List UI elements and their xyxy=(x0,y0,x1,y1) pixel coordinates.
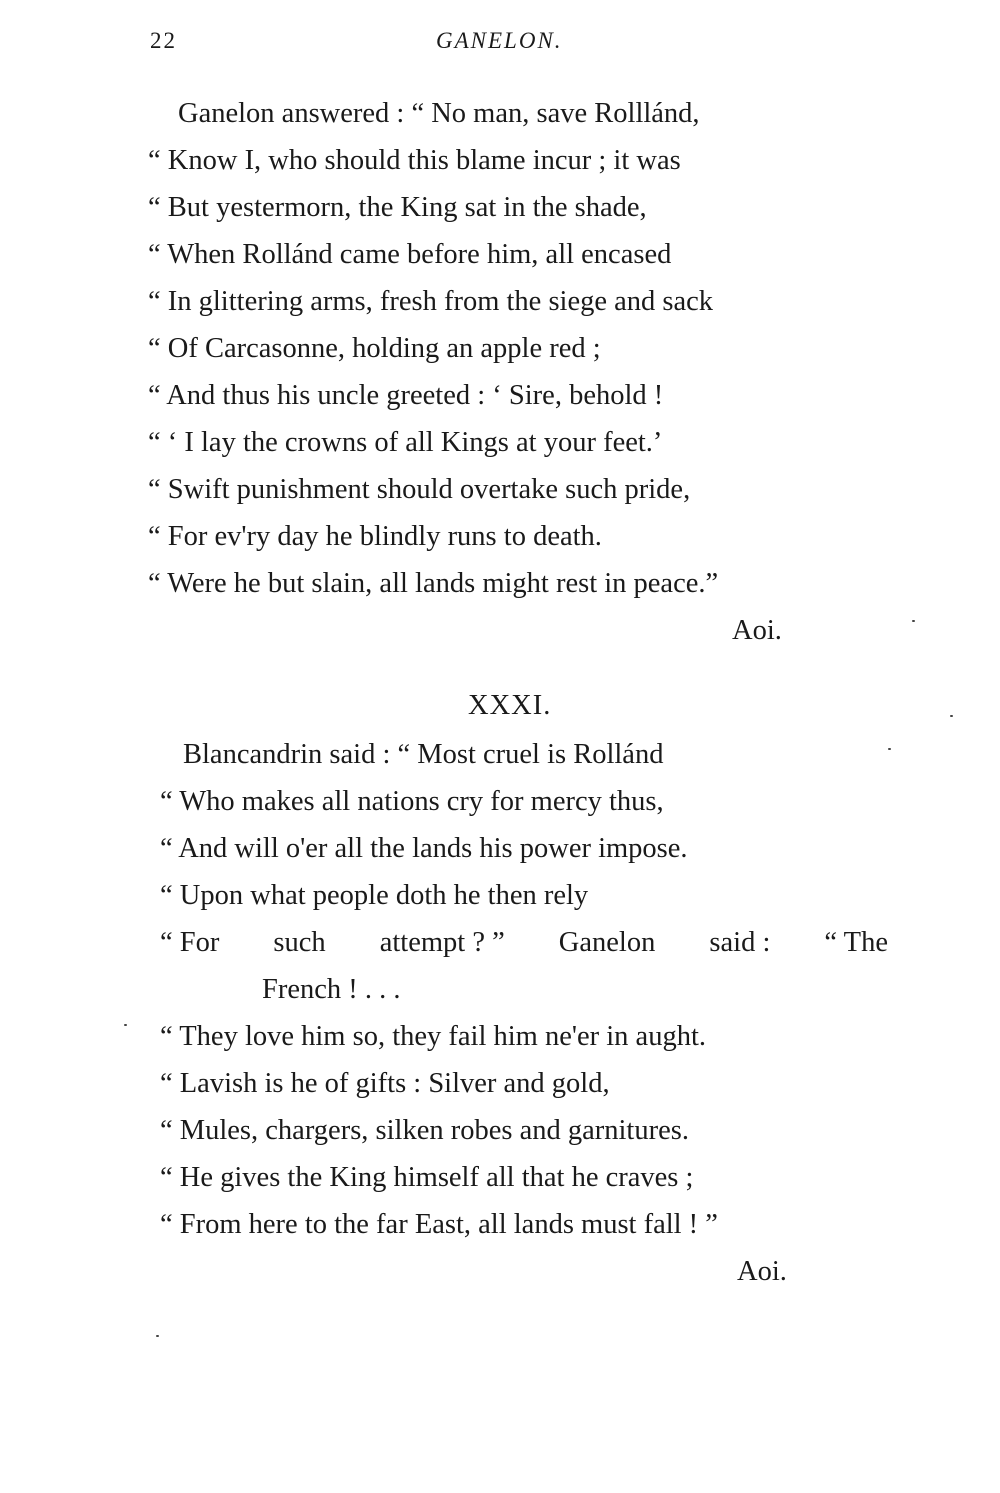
scan-speck xyxy=(156,1335,159,1337)
verse-line: “ But yestermorn, the King sat in the shade, xyxy=(148,192,647,223)
page-number: 22 xyxy=(150,28,177,53)
verse-line: “ And will o'er all the lands his power impose. xyxy=(160,833,688,864)
verse-line: “ For ev'ry day he blindly runs to death. xyxy=(148,521,602,552)
scan-speck xyxy=(888,748,891,750)
scan-speck xyxy=(912,620,915,622)
word: such xyxy=(273,927,326,958)
verse-line: “ Of Carcasonne, holding an apple red ; xyxy=(148,333,601,364)
word: “ For xyxy=(160,927,220,958)
scan-speck xyxy=(950,715,953,717)
refrain-aoi: Aoi. xyxy=(737,1256,787,1287)
verse-line: Blancandrin said : “ Most cruel is Rollánd xyxy=(183,739,664,770)
verse-line: “ He gives the King himself all that he craves ; xyxy=(160,1162,694,1193)
verse-line: “ In glittering arms, fresh from the siege and sack xyxy=(148,286,714,317)
stanza-1 xyxy=(0,90,1000,607)
verse-line: “ Who makes all nations cry for mercy thus, xyxy=(160,786,664,817)
word: “ The xyxy=(824,927,888,958)
verse-line: “ From here to the far East, all lands must fall ! ” xyxy=(160,1209,718,1240)
verse-line: “ When Rollánd came before him, all encased xyxy=(148,239,672,270)
verse-line: Ganelon answered : “ No man, save Rolllánd, xyxy=(178,98,700,129)
verse-line-continuation: French ! . . . xyxy=(262,974,401,1005)
verse-line: “ Swift punishment should overtake such pride, xyxy=(148,474,691,505)
running-head xyxy=(0,28,1000,58)
section-heading: XXXI. xyxy=(468,690,552,721)
verse-line: “ They love him so, they fail him ne'er in aught. xyxy=(160,1021,706,1052)
verse-line: “ ‘ I lay the crowns of all Kings at your feet.’ xyxy=(148,427,663,458)
word: attempt ? ” xyxy=(379,927,505,958)
verse-line: “ Were he but slain, all lands might rest in peace.” xyxy=(148,568,719,599)
word: said : xyxy=(709,927,771,958)
word: Ganelon xyxy=(558,927,656,958)
scan-speck xyxy=(124,1024,127,1026)
verse-line-justified xyxy=(160,919,888,966)
verse-line: “ Upon what people doth he then rely xyxy=(160,880,589,911)
stanza-2 xyxy=(0,731,1000,1248)
verse-line: “ Lavish is he of gifts : Silver and gold, xyxy=(160,1068,610,1099)
verse-line: “ Mules, chargers, silken robes and garnitures. xyxy=(160,1115,689,1146)
running-title: GANELON. xyxy=(436,28,563,53)
refrain-aoi: Aoi. xyxy=(732,615,782,646)
verse-line: “ And thus his uncle greeted : ‘ Sire, behold ! xyxy=(148,380,664,411)
verse-line: “ Know I, who should this blame incur ; it was xyxy=(148,145,681,176)
